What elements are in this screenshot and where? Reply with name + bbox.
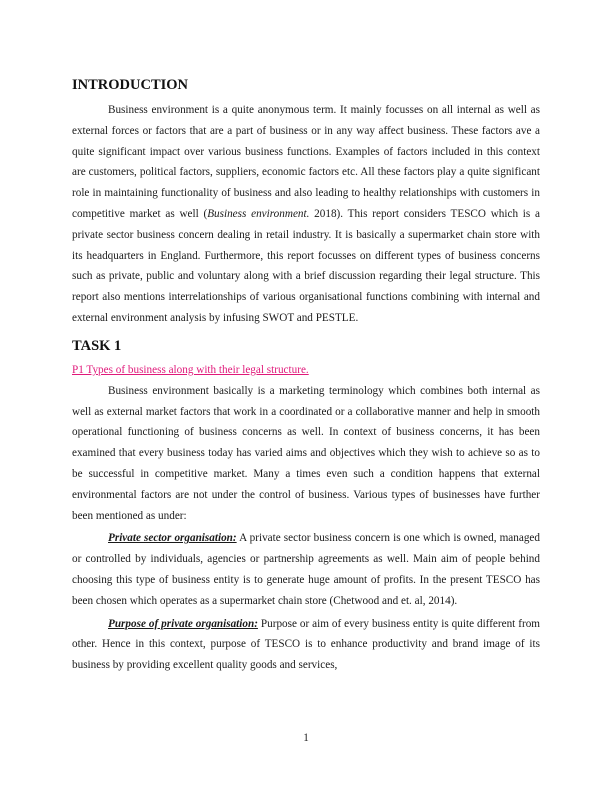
intro-citation: Business environment. bbox=[207, 207, 310, 220]
introduction-paragraph bbox=[72, 100, 540, 329]
private-sector-text: A private sector business concern is one which is owned, managed or controlled by individuals, agencies or partnership agreements as well. Main aim of people behind choosing this type of business entity is to generate huge amount of profits. In the present TESCO has been chosen which operates as a supermarket chain store (Chetwood and et. al, 2014). bbox=[72, 532, 540, 607]
spacer bbox=[72, 329, 540, 337]
document-page bbox=[72, 76, 540, 676]
introduction-heading: INTRODUCTION bbox=[72, 77, 189, 93]
intro-text-part-1: Business environment is a quite anonymous term. It mainly focusses on all internal as well as external forces or factors that are a part of business or in any way affect business. These factors ave a quite significant impact over various business functions. Examples of factors included in this context are customers, political factors, suppliers, economic factors etc. All these factors play a quite significant role in maintaining functionality of business and also leading to healthy relationships with customers in competitive market as well ( bbox=[72, 104, 540, 220]
task1-subheading-link[interactable]: P1 Types of business along with their legal structure. bbox=[72, 363, 309, 376]
purpose-lead: Purpose of private organisation: bbox=[108, 617, 258, 630]
purpose-paragraph bbox=[72, 614, 540, 676]
purpose-text: Purpose or aim of every business entity is quite different from other. Hence in this context, purpose of TESCO is to enhance productivity and brand image of its business by providing excellent quality goods and services, bbox=[72, 617, 540, 672]
intro-text-part-2: 2018). This report considers TESCO which is a private sector business concern dealing in retail industry. It is basically a supermarket chain store with its headquarters in England. Furthermore, this report focusses on different types of business concerns such as private, public and voluntary along with a brief discussion regarding their legal structure. This report also mentions interrelationships of various organisational functions combining with internal and external environment analysis by infusing SWOT and PESTLE. bbox=[72, 207, 540, 324]
task1-heading: TASK 1 bbox=[72, 337, 122, 354]
private-sector-lead: Private sector organisation: bbox=[108, 532, 237, 545]
task1-paragraph-1: Business environment basically is a marketing terminology which combines both internal as well as external market factors that work in a coordinated or a collaborative manner and help in smooth operational functioning of business concerns as well. In context of business concerns, it has been examined that every business today has varied aims and objectives which they wish to achieve so as to be successful in competitive market. Many a times even such a condition happens that external environmental factors are not under the control of business. Various types of businesses have further been mentioned as under: bbox=[72, 384, 540, 522]
page-number: 1 bbox=[303, 732, 309, 744]
private-sector-paragraph bbox=[72, 528, 540, 611]
